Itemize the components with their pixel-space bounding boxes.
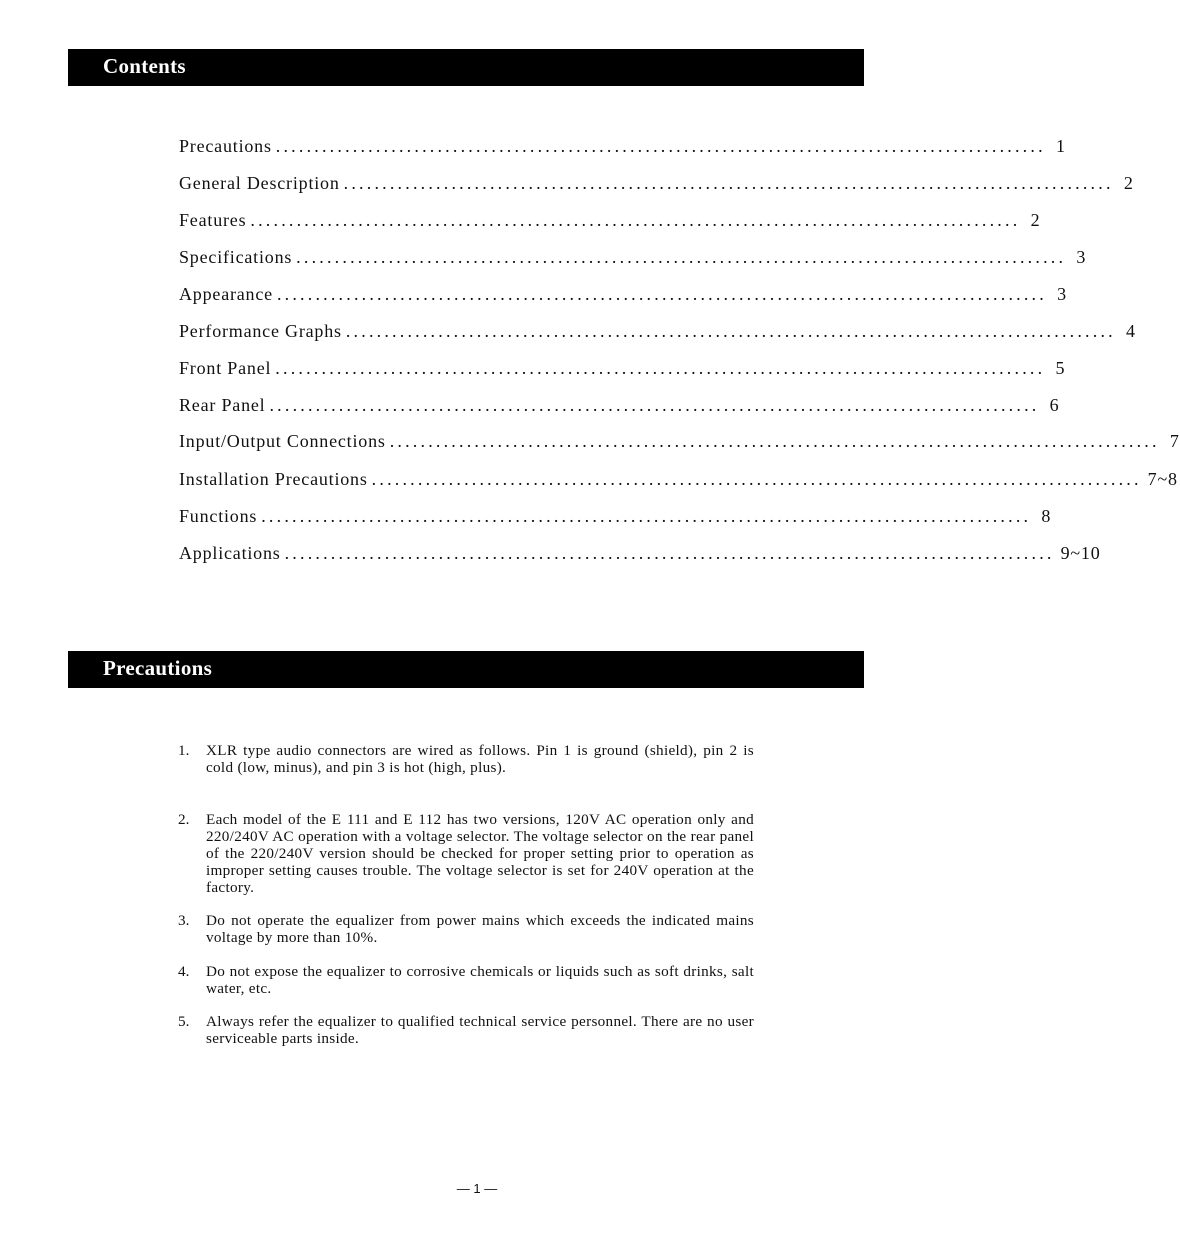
toc-leader-dots: .................................................................................................... — [371, 469, 1142, 489]
toc-entry-label: Features — [179, 210, 247, 230]
toc-entry-label: Performance Graphs — [179, 321, 342, 341]
toc-entry[interactable] — [179, 284, 1067, 308]
toc-leader-dots: .................................................................................................... — [261, 506, 1032, 526]
toc-entry-label: General Description — [179, 173, 340, 193]
precaution-text: XLR type audio connectors are wired as follows. Pin 1 is ground (shield), pin 2 is cold (low, minus), and pin 3 is hot (high, plus). — [206, 742, 754, 776]
toc-entry-page: 7~8 — [1147, 469, 1178, 489]
precaution-number: 4. — [178, 963, 190, 980]
toc-entry-page: 2 — [1030, 210, 1041, 230]
toc-entry-label: Specifications — [179, 247, 293, 267]
toc-leader-dots: .................................................................................................... — [296, 247, 1067, 267]
precaution-item — [178, 742, 756, 776]
precaution-number: 1. — [178, 742, 190, 759]
precaution-item — [178, 811, 756, 896]
toc-leader-dots: .................................................................................................... — [284, 543, 1055, 563]
toc-entry-label: Applications — [179, 543, 281, 563]
toc-leader-dots: .................................................................................................... — [345, 321, 1116, 341]
toc-entry[interactable] — [179, 247, 1087, 271]
toc-entry-page: 9~10 — [1060, 543, 1101, 563]
contents-header — [68, 49, 864, 86]
toc-entry-page: 4 — [1126, 321, 1136, 341]
toc-entry[interactable] — [179, 469, 1178, 493]
toc-leader-dots: .................................................................................................... — [250, 210, 1021, 230]
toc-entry-label: Appearance — [179, 284, 273, 304]
precaution-text: Do not expose the equalizer to corrosive chemicals or liquids such as soft drinks, salt water, etc. — [206, 963, 754, 997]
toc-entry[interactable] — [179, 543, 1101, 567]
toc-leader-dots: .................................................................................................... — [276, 284, 1047, 304]
precaution-number: 5. — [178, 1013, 190, 1030]
toc-entry-page: 6 — [1049, 395, 1060, 415]
toc-entry-label: Installation Precautions — [179, 469, 368, 489]
toc-leader-dots: .................................................................................................... — [275, 136, 1046, 156]
toc-entry-page: 3 — [1076, 247, 1087, 267]
toc-leader-dots: .................................................................................................... — [269, 395, 1040, 415]
precaution-number: 3. — [178, 912, 190, 929]
precaution-item — [178, 1013, 756, 1047]
toc-entry[interactable] — [179, 395, 1060, 419]
precautions-header — [68, 651, 864, 688]
toc-leader-dots: .................................................................................................... — [275, 358, 1046, 378]
precautions-title: Precautions — [103, 656, 213, 680]
toc-entry-label: Front Panel — [179, 358, 272, 378]
contents-title: Contents — [103, 54, 186, 78]
toc-entry[interactable] — [179, 358, 1066, 382]
toc-entry-page: 1 — [1055, 136, 1066, 156]
toc-entry[interactable] — [179, 173, 1134, 197]
toc-entry-page: 8 — [1041, 506, 1052, 526]
toc-entry-page: 2 — [1123, 173, 1134, 193]
toc-entry[interactable] — [179, 321, 1136, 345]
precaution-text: Always refer the equalizer to qualified technical service personnel. There are no user serviceable parts inside. — [206, 1013, 754, 1047]
toc-entry[interactable] — [179, 210, 1041, 234]
toc-entry-label: Input/Output Connections — [179, 431, 386, 451]
toc-entry-label: Rear Panel — [179, 395, 266, 415]
page-number: — 1 — — [456, 1181, 498, 1196]
toc-entry-page: 5 — [1055, 358, 1066, 378]
toc-entry[interactable] — [179, 136, 1066, 160]
precaution-text: Each model of the E 111 and E 112 has two versions, 120V AC operation only and 220/240V AC operation with a voltage selector. The voltage selector on the rear panel of the 220/240V version should be checked for proper setting prior to operation as improper setting causes trouble. The voltage selector is set for 240V operation at the factory. — [206, 811, 754, 896]
precaution-item — [178, 963, 756, 997]
toc-entry-page: 3 — [1057, 284, 1067, 304]
toc-entry[interactable] — [179, 506, 1052, 530]
toc-leader-dots: .................................................................................................... — [343, 173, 1114, 193]
toc-leader-dots: .................................................................................................... — [389, 431, 1160, 451]
toc-entry[interactable] — [179, 431, 1180, 455]
precaution-text: Do not operate the equalizer from power mains which exceeds the indicated mains voltage by more than 10%. — [206, 912, 754, 946]
toc-entry-page: 7 — [1169, 431, 1180, 451]
precaution-number: 2. — [178, 811, 190, 828]
precaution-item — [178, 912, 756, 946]
toc-entry-label: Functions — [179, 506, 258, 526]
toc-entry-label: Precautions — [179, 136, 272, 156]
